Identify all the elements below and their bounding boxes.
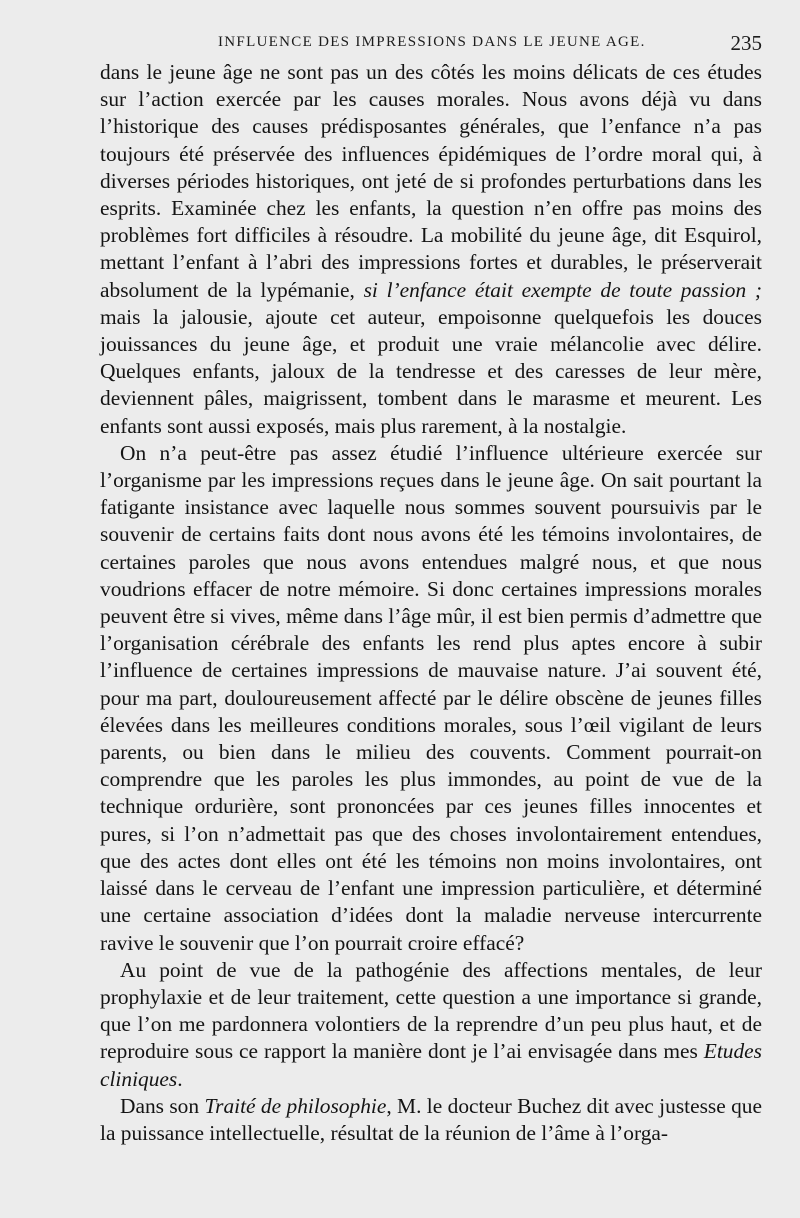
body-text (100, 59, 762, 1147)
paragraph-4-text: Dans son (120, 1093, 205, 1118)
paragraph-1-text-end: mais la jalousie, ajoute cet auteur, empoisonne quelquefois les douces jouissances du jeune âge, et produit une vraie mélancolie avec délire. Quelques enfants, jaloux de la tendresse et des caresses de leur mère, deviennent pâles, maigrissent, tombent dans le marasme et meurent. Les enfants sont aussi exposés, mais plus rarement, à la nostalgie. (100, 304, 762, 438)
paragraph-3-text: Au point de vue de la pathogénie des affections mentales, de leur prophylaxie et de leur traitement, cette question a une importance si grande, que l’on me pardonnera volontiers de la reprendre d’un peu plus haut, et de reproduire sous ce rapport la manière dont je l’ai envisagée dans mes (100, 957, 762, 1064)
page-number: 235 (730, 31, 762, 55)
paragraph-4-text-end: , M. le docteur Buchez dit avec justesse que la puissance intellectuelle, résultat de la réunion de l’âme à l’orga- (100, 1093, 762, 1145)
paragraph-1-text: dans le jeune âge ne sont pas un des côtés les moins délicats de ces études sur l’action exercée par les causes morales. Nous avons déjà vu dans l’historique des causes prédisposantes générales, que l’enfance n’a pas toujours été préservée des influences épidémiques de l’ordre moral qui, à diverses périodes historiques, ont jeté de si profondes perturbations dans les esprits. Examinée chez les enfants, la question n’en offre pas moins des problèmes fort difficiles à résoudre. La mobilité du jeune âge, dit Esquirol, mettant l’enfant à l’abri des impressions fortes et durables, le préserverait absolument de la lypémanie, (100, 60, 762, 302)
paragraph-3 (100, 957, 762, 1093)
paragraph-3-italic: Etudes cliniques (100, 1039, 762, 1091)
paragraph-1 (100, 59, 762, 440)
page-header (100, 31, 762, 56)
paragraph-3-text-end: . (177, 1066, 183, 1091)
paragraph-1-italic: si l’enfance était exempte de toute passion ; (363, 277, 762, 302)
paragraph-4 (100, 1093, 762, 1147)
paragraph-2: On n’a peut-être pas assez étudié l’influence ultérieure exercée sur l’organisme par les impressions reçues dans le jeune âge. On sait pourtant la fatigante insistance avec laquelle nous sommes souvent poursuivis par le souvenir de certains faits dont nous avons été les témoins involontaires, de certaines paroles que nous avons entendues malgré nous, et que nous voudrions effacer de notre mémoire. Si donc certaines impressions morales peuvent être si vives, même dans l’âge mûr, il est bien permis d’admettre que l’organisation cérébrale des enfants les rend plus aptes encore à subir l’influence de certaines impressions de mauvaise nature. J’ai souvent été, pour ma part, douloureusement affecté par le délire obscène de jeunes filles élevées dans les meilleures conditions morales, sous l’œil vigilant de leurs parents, ou bien dans le milieu des couvents. Comment pourrait-on comprendre que les paroles les plus immondes, au point de vue de la technique ordurière, sont prononcées par ces jeunes filles innocentes et pures, si l’on n’admettait pas que des choses involontairement entendues, que des actes dont elles ont été les témoins non moins involontaires, ont laissé dans le cerveau de l’enfant une impression particulière, et déterminé une certaine association d’idées dont la maladie nerveuse intercurrente ravive le souvenir que l’on pourrait croire effacé? (100, 440, 762, 955)
paragraph-4-italic: Traité de philosophie (204, 1093, 387, 1118)
running-head: INFLUENCE DES IMPRESSIONS DANS LE JEUNE AGE. (218, 34, 646, 50)
